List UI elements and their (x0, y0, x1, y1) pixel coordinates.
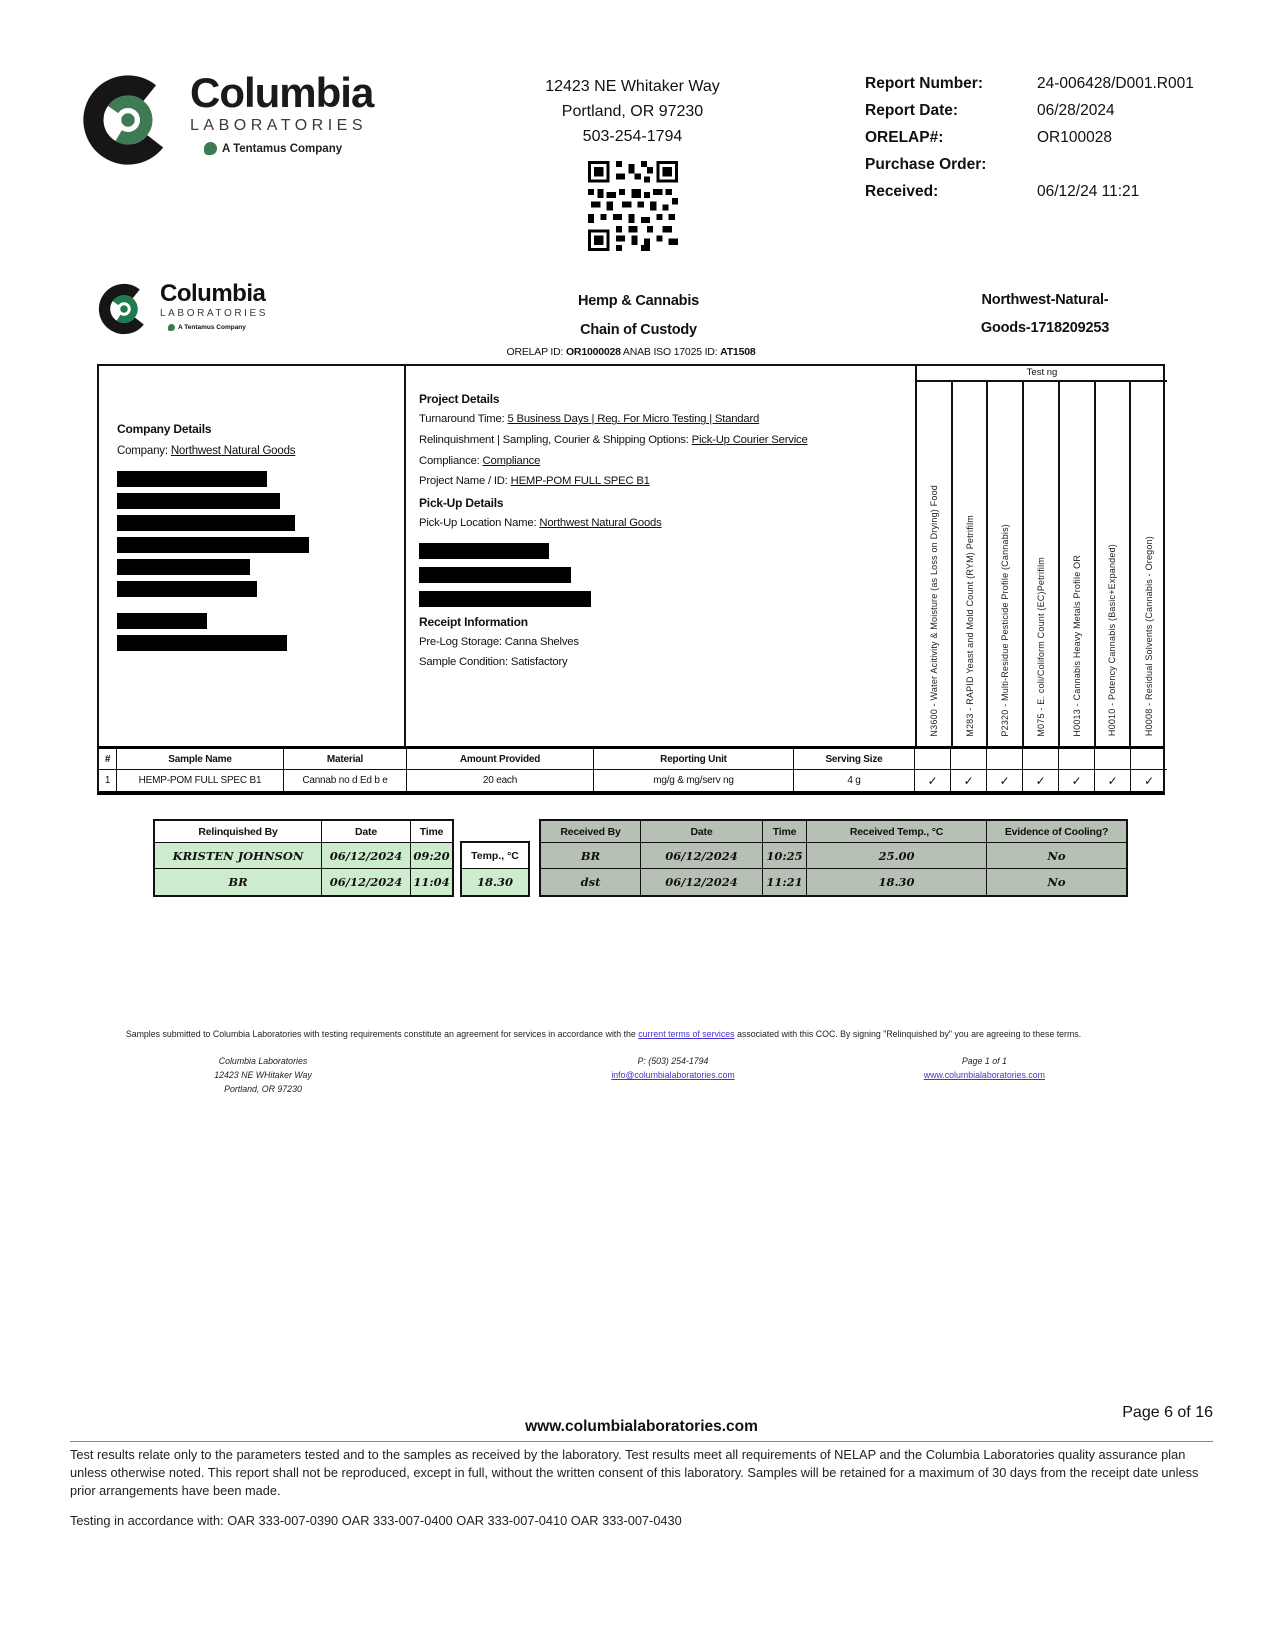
received-by-signature: BR (541, 843, 641, 869)
relinquished-date: 06/12/2024 (322, 869, 411, 895)
lab-address-block (400, 72, 865, 256)
field-label: Compliance: (419, 454, 483, 467)
pickup-details-heading: Pick-Up Details (419, 496, 504, 511)
test-column (953, 382, 989, 746)
column-header: Reporting Unit (594, 749, 794, 770)
field-label: Pre-Log Storage: (419, 635, 505, 648)
checkmark: ✓ (1144, 773, 1154, 788)
test-name: H0010 - Potency Cannabis (Basic+Expanded) (1107, 544, 1118, 737)
checkmark: ✓ (915, 770, 951, 791)
redacted-field (117, 559, 250, 575)
testing-panel (915, 366, 1167, 746)
brand-tagline: A Tentamus Company (178, 324, 246, 332)
footer-phone: P: (503) 254-1794 (637, 1056, 709, 1067)
agreement-after: associated with this COC. By signing "Relinquished by" you are agreeing to these terms. (734, 1029, 1082, 1040)
redacted-field (419, 543, 549, 559)
agreement-text (97, 1029, 1165, 1039)
relinquished-time: 09:20 (411, 843, 452, 869)
relinquished-by-signature: BR (155, 869, 322, 895)
sample-name: HEMP-POM FULL SPEC B1 (117, 770, 284, 791)
reference-line2: Goods-1718209253 (980, 319, 1110, 336)
field-value: Northwest Natural Goods (539, 517, 662, 530)
column-header: Received By (541, 821, 641, 843)
test-column (1060, 382, 1096, 746)
field-value: 5 Business Days | Reg. For Micro Testing | Standard (507, 413, 760, 426)
received-time: 11:21 (763, 869, 807, 895)
test-name: P2320 - Multi-Residue Pesticide Profile (Cannabis) (1000, 523, 1011, 737)
column-header (1131, 749, 1167, 770)
footer-disclaimer: Test results relate only to the parameters tested and to the samples as received by the laboratory. Test results meet all requirements of NELAP and the Columbia Laboratories quality assurance plan unless otherwise noted. This report shall not be reproduced, except in full, without the written consent of this laboratory. Samples will be retained for a maximum of 30 days from the receipt date unless prior arrangements have been made. (70, 1447, 1199, 1498)
orelap-value: OR1000028 (565, 346, 621, 359)
relinquished-table (153, 819, 454, 897)
field-value: Pick-Up Courier Service (691, 434, 808, 447)
checkmark: ✓ (951, 770, 987, 791)
evidence-of-cooling: No (987, 869, 1126, 895)
footer-accordance: Testing in accordance with: OAR 333-007-0390 OAR 333-007-0400 OAR 333-007-0410 OAR 333-007-0430 (70, 1512, 682, 1528)
report-field-value: 06/12/24 11:21 (1037, 183, 1140, 200)
anab-value: AT1508 (720, 346, 756, 359)
project-details-heading: Project Details (419, 392, 500, 407)
column-header: Sample Name (117, 749, 284, 770)
relinquished-by-signature: KRISTEN JOHNSON (155, 843, 322, 869)
column-header: Amount Provided (407, 749, 594, 770)
checkmark: ✓ (1023, 770, 1059, 791)
report-field-value: 24-006428/D001.R001 (1037, 75, 1194, 92)
test-name: M283 - RAPID Yeast and Mold Count (RYM) Petrifilm (964, 514, 975, 737)
custody-signoff-table (153, 819, 1165, 897)
report-field-label: Purchase Order: (865, 156, 987, 173)
column-header: Serving Size (794, 749, 915, 770)
relinquished-time: 11:04 (411, 869, 452, 895)
sample-table (97, 746, 1165, 795)
evidence-of-cooling: No (987, 843, 1126, 869)
checkmark: ✓ (1059, 770, 1095, 791)
relinquished-date: 06/12/2024 (322, 843, 411, 869)
checkmark: ✓ (987, 770, 1023, 791)
project-details (404, 366, 915, 746)
brand-sub: LABORATORIES (160, 308, 269, 320)
orelap-label: ORELAP ID: (506, 346, 566, 359)
column-header (1059, 749, 1095, 770)
column-header: Received Temp., °C (807, 821, 987, 843)
report-field-label: Report Date: (865, 102, 959, 119)
received-date: 06/12/2024 (641, 869, 763, 895)
company-details-heading: Company Details (117, 422, 212, 437)
field-label: Turnaround Time: (419, 413, 508, 426)
qr-code (400, 161, 865, 256)
company-label: Company: (117, 445, 171, 458)
columbia-logo-small (97, 282, 352, 341)
footer-website-link[interactable]: www.columbialaboratories.com (923, 1070, 1045, 1081)
test-column (1131, 382, 1167, 746)
address-line: 503-254-1794 (582, 127, 683, 145)
tentamus-icon (204, 142, 217, 155)
redacted-field (117, 635, 287, 651)
brand-tagline: A Tentamus Company (222, 142, 343, 155)
footer-email-link[interactable]: info@columbialaboratories.com (611, 1070, 735, 1081)
test-column (1024, 382, 1060, 746)
column-header: Date (322, 821, 411, 843)
received-temp: 25.00 (807, 843, 987, 869)
sample-reporting-unit: mg/g & mg/serv ng (594, 770, 794, 791)
received-time: 10:25 (763, 843, 807, 869)
field-label: Relinquishment | Sampling, Courier & Shipping Options: (419, 434, 692, 447)
received-temp: 18.30 (807, 869, 987, 895)
columbia-logo-icon (80, 72, 176, 173)
test-name: H0013 - Cannabis Heavy Metals Profile OR (1071, 554, 1082, 737)
report-field-label: ORELAP#: (865, 129, 944, 146)
redacted-field (419, 567, 571, 583)
company-details (99, 366, 404, 746)
doc-title-line2: Chain of Custody (580, 322, 697, 339)
page-footer (70, 1404, 1213, 1528)
report-field-value: 06/28/2024 (1037, 102, 1115, 119)
column-header: Date (641, 821, 763, 843)
terms-of-services-link[interactable]: current terms of services (638, 1029, 735, 1040)
field-value: Compliance (482, 454, 541, 467)
anab-label: ANAB ISO 17025 ID: (620, 346, 721, 359)
testing-heading: Test ng (917, 366, 1167, 382)
footer-lab-name: Columbia Laboratories (218, 1056, 308, 1067)
redacted-field (117, 581, 257, 597)
sample-amount: 20 each (407, 770, 594, 791)
received-table (539, 819, 1128, 897)
address-line: Portland, OR 97230 (561, 102, 704, 120)
footer-page-count: Page 1 of 1 (961, 1056, 1007, 1067)
test-name: N3600 - Water Acitivity & Moisture (as Loss on Drying) Food (928, 484, 939, 737)
brand-name: Columbia (160, 280, 266, 308)
coc-footer (97, 1055, 1165, 1096)
brand-sub: LABORATORIES (190, 117, 367, 134)
columbia-logo (80, 69, 400, 173)
field-label: Sample Condition: (419, 656, 511, 669)
column-header: Time (763, 821, 807, 843)
column-header: Relinquished By (155, 821, 322, 843)
temp-column (460, 841, 530, 897)
column-header (1095, 749, 1131, 770)
brand-name: Columbia (190, 69, 374, 116)
company-value: Northwest Natural Goods (170, 445, 296, 458)
redacted-field (117, 493, 280, 509)
redacted-field (117, 537, 309, 553)
orelap-line (97, 346, 1165, 358)
column-header: # (99, 749, 117, 770)
field-label: Pick-Up Location Name: (419, 517, 540, 530)
report-field-label: Report Number: (865, 75, 983, 92)
redacted-field (117, 515, 295, 531)
field-value: Satisfactory (510, 656, 568, 669)
footer-lab-address: 12423 NE WHitaker Way (214, 1070, 312, 1081)
column-header: Time (411, 821, 452, 843)
test-column (917, 382, 953, 746)
test-name: M075 - E. coli/Coliform Count (EC)Petrifilm (1036, 556, 1047, 737)
temp-value: 18.30 (462, 869, 528, 895)
column-header (951, 749, 987, 770)
sample-serving-size: 4 g (794, 770, 915, 791)
tentamus-icon (168, 324, 175, 331)
footer-lab-city: Portland, OR 97230 (224, 1083, 302, 1094)
chain-of-custody-document (97, 282, 1165, 1096)
sample-number: 1 (99, 770, 117, 791)
field-value: Canna Shelves (504, 635, 579, 648)
report-field-label: Received: (865, 183, 939, 200)
sample-material: Cannab no d Ed b e (284, 770, 407, 791)
received-date: 06/12/2024 (641, 843, 763, 869)
footer-website: www.columbialaboratories.com (525, 1418, 758, 1435)
test-column (988, 382, 1024, 746)
test-column (1096, 382, 1132, 746)
redacted-field (419, 591, 591, 607)
footer-divider (70, 1441, 1213, 1442)
column-header (987, 749, 1023, 770)
page-indicator: Page 6 of 16 (1122, 1404, 1213, 1421)
column-header: Material (284, 749, 407, 770)
column-header (1023, 749, 1059, 770)
report-info (865, 72, 1217, 210)
redacted-field (117, 613, 207, 629)
received-by-signature: dst (541, 869, 641, 895)
redacted-field (117, 471, 267, 487)
doc-title-line1: Hemp & Cannabis (577, 293, 700, 310)
agreement-before: Samples submitted to Columbia Laboratories with testing requirements constitute an agreement for services in accordance with the (125, 1029, 639, 1040)
receipt-information-heading: Receipt Information (419, 614, 528, 629)
report-field-value: OR100028 (1037, 129, 1112, 146)
temp-header: Temp., °C (462, 843, 528, 869)
report-header (0, 0, 1275, 256)
column-header: Evidence of Cooling? (987, 821, 1126, 843)
details-box (97, 364, 1165, 746)
address-line: 12423 NE Whitaker Way (545, 78, 720, 95)
columbia-logo-icon (97, 282, 151, 341)
column-header (915, 749, 951, 770)
test-name: H0008 - Residual Solvents (Cannabis - Oregon) (1144, 536, 1155, 737)
reference-line1: Northwest-Natural- (981, 292, 1109, 309)
field-label: Project Name / ID: (419, 475, 511, 488)
checkmark: ✓ (1095, 770, 1131, 791)
field-value: HEMP-POM FULL SPEC B1 (510, 475, 650, 488)
